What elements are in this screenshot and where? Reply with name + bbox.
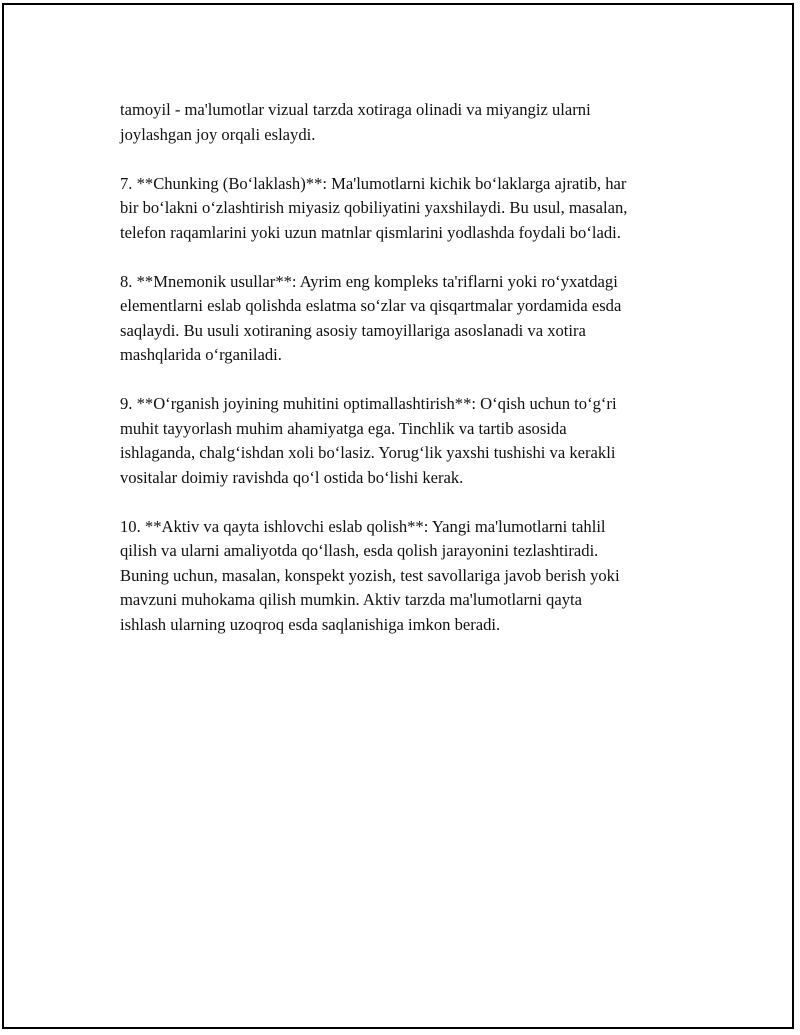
text-line: ishlaganda, chalg‘ishdan xoli bo‘lasiz. Yorug‘lik yaxshi tushishi va kerakli bbox=[120, 443, 616, 462]
text-line: 8. **Mnemonik usullar**: Ayrim eng kompleks ta'riflarni yoki ro‘yxatdagi bbox=[120, 271, 618, 291]
text-line: ishlash ularning uzoqroq esda saqlanishiga imkon beradi. bbox=[120, 614, 501, 634]
text-line: joylashgan joy orqali eslaydi. bbox=[120, 124, 316, 144]
text-line: 10. **Aktiv va qayta ishlovchi eslab qolish**: Yangi ma'lumotlarni tahlil bbox=[120, 516, 606, 536]
paragraph-item-10 bbox=[120, 515, 690, 638]
text-line: mavzuni muhokama qilish mumkin. Aktiv tarzda ma'lumotlarni qayta bbox=[120, 590, 582, 609]
paragraph-item-8 bbox=[120, 270, 690, 368]
paragraph-item-7 bbox=[120, 172, 690, 246]
text-line: 9. **O‘rganish joyining muhitini optimallashtirish**: O‘qish uchun to‘g‘ri bbox=[120, 394, 617, 413]
page-frame bbox=[2, 3, 794, 1029]
text-line: elementlarni eslab qolishda eslatma so‘zlar va qisqartmalar yordamida esda bbox=[120, 296, 622, 315]
document-body bbox=[120, 98, 690, 662]
text-line: qilish va ularni amaliyotda qo‘llash, esda qolish jarayonini tezlashtiradi. bbox=[120, 541, 599, 560]
text-line: mashqlarida o‘rganiladi. bbox=[120, 345, 282, 364]
text-line: tamoyil - ma'lumotlar vizual tarzda xotiraga olinadi va miyangiz ularni bbox=[120, 100, 591, 119]
paragraph-item-9 bbox=[120, 392, 690, 490]
text-line: saqlaydi. Bu usuli xotiraning asosiy tamoyillariga asoslanadi va xotira bbox=[120, 320, 586, 340]
text-line: bir bo‘lakni o‘zlashtirish miyasiz qobiliyatini yaxshilaydi. Bu usul, masalan, bbox=[120, 198, 628, 217]
text-line: 7. **Chunking (Bo‘laklash)**: Ma'lumotlarni kichik bo‘laklarga ajratib, har bbox=[120, 173, 627, 193]
text-line: telefon raqamlarini yoki uzun matnlar qismlarini yodlashda foydali bo‘ladi. bbox=[120, 222, 621, 242]
text-line: muhit tayyorlash muhim ahamiyatga ega. Tinchlik va tartib asosida bbox=[120, 418, 567, 438]
text-line: Buning uchun, masalan, konspekt yozish, test savollariga javob berish yoki bbox=[120, 565, 620, 585]
text-line: vositalar doimiy ravishda qo‘l ostida bo‘lishi kerak. bbox=[120, 467, 464, 487]
paragraph-continuation bbox=[120, 98, 690, 147]
